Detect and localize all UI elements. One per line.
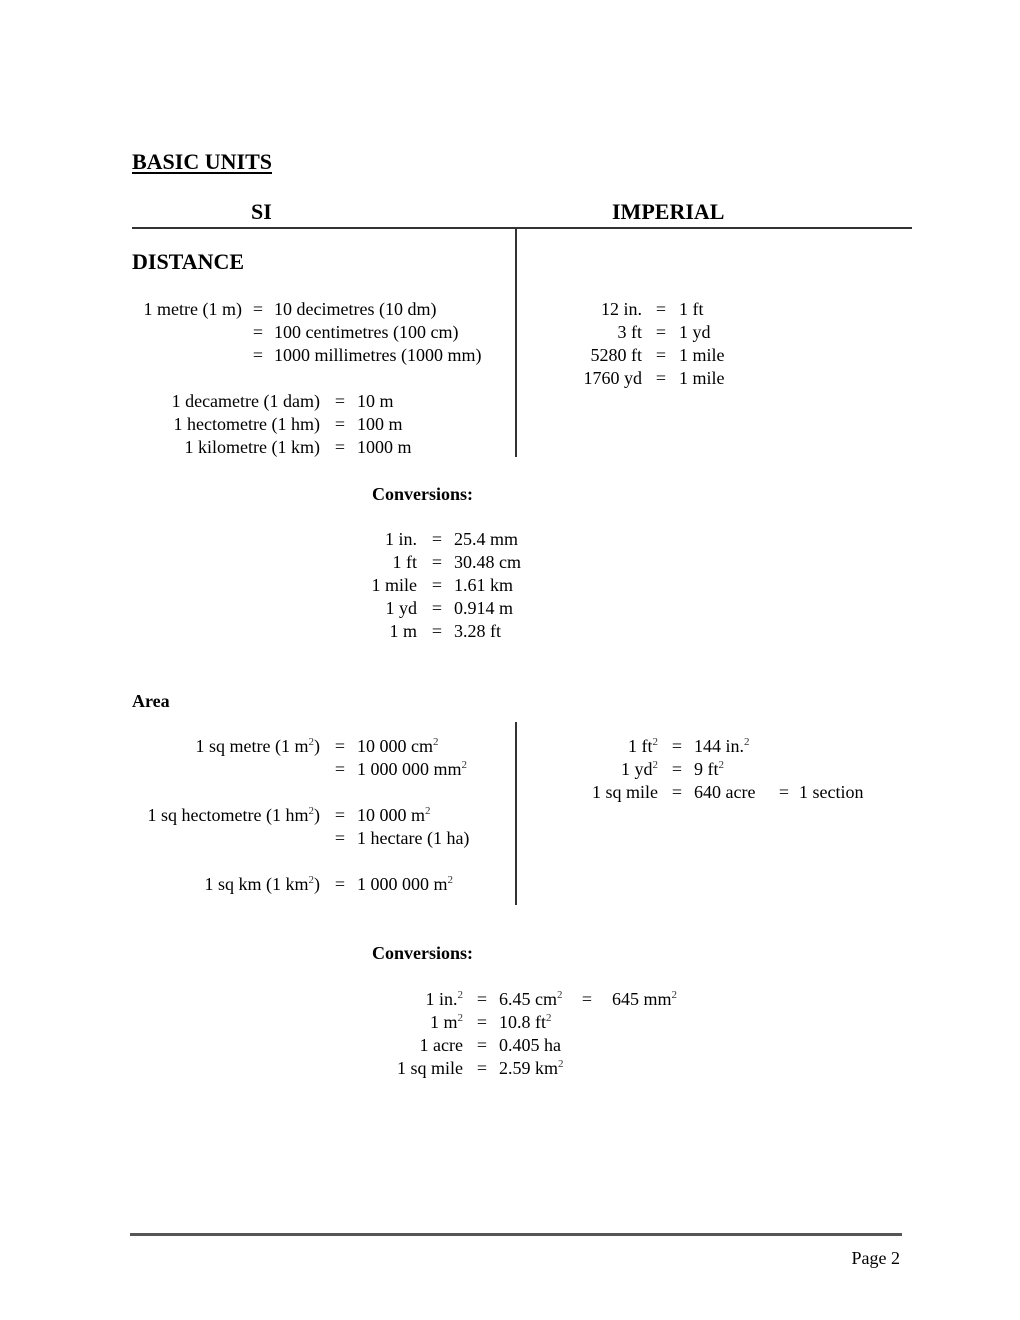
row-rhs: 10 m (357, 391, 394, 411)
table-row (0, 436, 1020, 459)
table-row (0, 413, 1020, 436)
row-rhs-2: 1 section (799, 782, 864, 802)
row-lhs: 1760 yd (583, 368, 642, 388)
superscript: 2 (425, 805, 431, 817)
area-heading: Area (132, 691, 170, 711)
row-rhs: 100 centimetres (100 cm) (274, 322, 459, 342)
table-row (0, 1034, 1020, 1057)
equals-sign: = (252, 322, 264, 342)
table-row (0, 758, 1020, 781)
row-lhs: 1 sq hectometre (1 hm (147, 805, 309, 825)
row-lhs: 12 in. (600, 299, 642, 319)
equals-sign: = (476, 1035, 488, 1055)
equals-sign: = (431, 621, 443, 641)
equals-sign: = (334, 414, 346, 434)
superscript: 2 (308, 874, 314, 886)
table-row (0, 597, 1020, 620)
table-row (0, 827, 1020, 850)
row-rhs: 25.4 mm (454, 529, 519, 549)
superscript: 2 (461, 759, 468, 771)
equals-sign: = (581, 989, 593, 1009)
equals-sign: = (252, 345, 264, 365)
row-lhs: 1 sq mile (397, 1058, 463, 1078)
row-rhs: 1 000 000 m (357, 874, 448, 894)
distance-heading: DISTANCE (132, 249, 245, 274)
row-lhs: 1 ft (392, 552, 417, 572)
equals-sign: = (334, 874, 346, 894)
row-rhs: 640 acre (694, 782, 756, 802)
row-lhs: 1 yd (385, 598, 417, 618)
equals-sign: = (334, 828, 346, 848)
row-rhs: 1.61 km (454, 575, 514, 595)
superscript: 2 (433, 736, 439, 748)
equals-sign: = (334, 736, 346, 756)
superscript: 2 (457, 989, 463, 1001)
equals-sign: = (431, 598, 443, 618)
equals-sign: = (334, 437, 346, 457)
row-lhs: 5280 ft (590, 345, 642, 365)
table-row (0, 344, 1020, 367)
superscript: 2 (546, 1012, 552, 1024)
equals-sign: = (671, 782, 683, 802)
superscript: 2 (308, 736, 314, 748)
superscript: 2 (744, 736, 750, 748)
superscript: 2 (457, 1012, 463, 1024)
table-row (0, 620, 1020, 643)
table-row (0, 988, 1020, 1011)
equals-sign: = (431, 575, 443, 595)
row-rhs: 1 000 000 mm (357, 759, 462, 779)
row-lhs: 1 metre (1 m) (143, 299, 242, 319)
row-lhs: 1 ft (628, 736, 653, 756)
row-rhs: 10 decimetres (10 dm) (274, 299, 437, 319)
table-row (0, 321, 1020, 344)
row-rhs: 1 yd (679, 322, 711, 342)
column-header-imperial: IMPERIAL (612, 199, 725, 224)
table-row (0, 528, 1020, 551)
row-rhs: 2.59 km (499, 1058, 559, 1078)
equals-sign: = (655, 345, 667, 365)
row-lhs: 1 in. (384, 529, 417, 549)
table-row (0, 574, 1020, 597)
row-lhs: 1 yd (621, 759, 653, 779)
superscript: 2 (558, 1058, 564, 1070)
page-title: BASIC UNITS (132, 149, 272, 174)
equals-sign: = (252, 299, 264, 319)
row-rhs: 10 000 m (357, 805, 426, 825)
equals-sign: = (655, 368, 667, 388)
superscript: 2 (447, 874, 454, 886)
row-lhs: 1 m (389, 621, 417, 641)
row-lhs: 1 sq metre (1 m (195, 736, 309, 756)
row-rhs: 100 m (357, 414, 403, 434)
row-rhs: 144 in. (694, 736, 745, 756)
header-divider (132, 227, 912, 229)
column-header-si: SI (251, 199, 272, 224)
row-lhs: 1 kilometre (1 km) (184, 437, 320, 457)
row-rhs: 0.405 ha (499, 1035, 561, 1055)
table-row (0, 1057, 1020, 1080)
row-rhs: 10 000 cm (357, 736, 433, 756)
row-rhs: 1 hectare (1 ha) (357, 828, 470, 848)
table-row (0, 390, 1020, 413)
table-row (0, 735, 1020, 758)
row-lhs-tail: ) (314, 736, 320, 756)
row-lhs: 1 m (429, 1012, 458, 1032)
row-rhs-2: 645 mm (612, 989, 672, 1009)
row-lhs: 1 sq mile (592, 782, 658, 802)
row-rhs: 1000 millimetres (1000 mm) (274, 345, 482, 365)
equals-sign: = (476, 1058, 488, 1078)
equals-sign: = (334, 391, 346, 411)
row-lhs: 1 acre (419, 1035, 463, 1055)
superscript: 2 (652, 736, 658, 748)
distance-conversions-heading: Conversions: (372, 484, 474, 504)
row-lhs: 1 hectometre (1 hm) (173, 414, 320, 434)
table-row (0, 873, 1020, 896)
row-lhs-tail: ) (314, 874, 320, 894)
row-lhs: 1 sq km (1 km (204, 874, 309, 894)
equals-sign: = (431, 529, 443, 549)
superscript: 2 (718, 759, 724, 771)
table-row (0, 551, 1020, 574)
row-rhs: 9 ft (694, 759, 719, 779)
equals-sign: = (334, 805, 346, 825)
equals-sign: = (671, 759, 683, 779)
row-rhs: 30.48 cm (454, 552, 521, 572)
row-rhs: 3.28 ft (454, 621, 501, 641)
superscript: 2 (671, 989, 678, 1001)
footer-rule (130, 1233, 902, 1236)
equals-sign: = (655, 322, 667, 342)
row-rhs: 1 mile (679, 345, 725, 365)
table-row (0, 1011, 1020, 1034)
equals-sign: = (655, 299, 667, 319)
row-lhs: 3 ft (617, 322, 642, 342)
table-row (0, 367, 1020, 390)
table-row (0, 804, 1020, 827)
row-rhs: 6.45 cm (499, 989, 557, 1009)
table-row (0, 298, 1020, 321)
table-row (0, 781, 1020, 804)
row-rhs: 10.8 ft (499, 1012, 546, 1032)
row-lhs: 1 mile (371, 575, 417, 595)
superscript: 2 (308, 805, 314, 817)
equals-sign: = (778, 782, 790, 802)
equals-sign: = (334, 759, 346, 779)
equals-sign: = (431, 552, 443, 572)
row-rhs: 1 ft (679, 299, 704, 319)
superscript: 2 (557, 989, 563, 1001)
row-lhs-tail: ) (314, 805, 320, 825)
area-conversions-heading: Conversions: (372, 943, 474, 963)
row-lhs: 1 in. (425, 989, 458, 1009)
equals-sign: = (476, 1012, 488, 1032)
row-rhs: 1 mile (679, 368, 725, 388)
row-lhs: 1 decametre (1 dam) (171, 391, 320, 411)
page-number: Page 2 (851, 1248, 900, 1268)
equals-sign: = (476, 989, 488, 1009)
equals-sign: = (671, 736, 683, 756)
superscript: 2 (652, 759, 658, 771)
row-rhs: 0.914 m (454, 598, 514, 618)
row-rhs: 1000 m (357, 437, 412, 457)
